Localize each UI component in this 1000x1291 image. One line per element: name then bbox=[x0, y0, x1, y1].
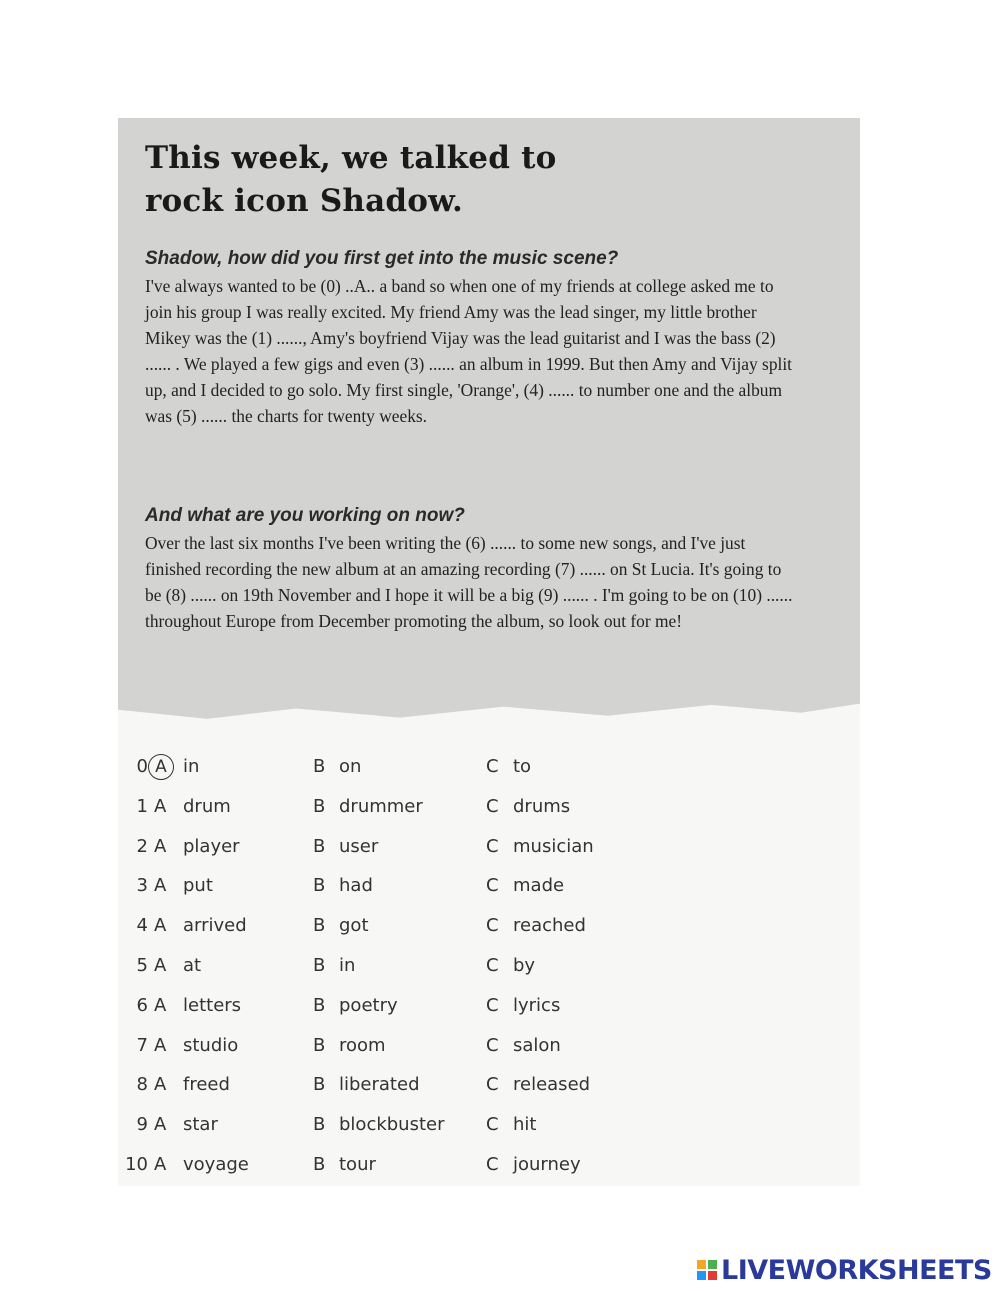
question-number: 9 bbox=[136, 1114, 148, 1136]
option-b-letter[interactable]: B bbox=[313, 1034, 326, 1056]
option-b-letter[interactable]: B bbox=[313, 1074, 326, 1096]
liveworksheets-logo bbox=[697, 1254, 992, 1286]
question-number: 3 bbox=[136, 875, 148, 897]
option-c-text[interactable]: to bbox=[513, 756, 532, 777]
option-row-4 bbox=[118, 907, 678, 947]
option-c-letter[interactable]: C bbox=[486, 954, 499, 976]
option-a-text[interactable]: player bbox=[183, 835, 240, 857]
option-b-text[interactable]: had bbox=[339, 875, 373, 897]
selected-answer-circle[interactable]: A bbox=[148, 754, 174, 780]
option-row-9 bbox=[118, 1106, 678, 1146]
option-c-letter[interactable]: C bbox=[486, 795, 499, 817]
option-b-text[interactable]: drummer bbox=[339, 795, 423, 817]
option-b-letter[interactable]: B bbox=[313, 915, 326, 937]
option-c-text[interactable]: musician bbox=[513, 835, 594, 857]
option-row-0 bbox=[118, 748, 678, 788]
option-a-text[interactable]: letters bbox=[183, 994, 242, 1016]
interview-answer-2: Over the last six months I've been writing the (6) ...... to some new songs, and I've just finished recording the new album at an amazing recording (7) ...... on St Lucia. It's going to be (8) ...... on 19th November and I hope it will be a big (9) ...... . I'm going to be on (10) ...... throughout Europe from December promoting the album, so look out for me! bbox=[145, 533, 793, 631]
option-c-text[interactable]: reached bbox=[513, 915, 586, 937]
option-a-letter[interactable]: A bbox=[154, 795, 167, 817]
title-line-1: This week, we talked to bbox=[145, 140, 557, 176]
option-a-letter[interactable]: A bbox=[154, 1074, 167, 1096]
option-c-text[interactable]: lyrics bbox=[513, 994, 561, 1016]
question-number: 4 bbox=[136, 915, 148, 937]
option-b-text[interactable]: on bbox=[339, 756, 362, 777]
title-line-2: rock icon Shadow. bbox=[145, 183, 463, 219]
option-c-letter[interactable]: C bbox=[486, 1034, 499, 1056]
option-row-10 bbox=[118, 1146, 678, 1186]
option-a-text[interactable]: arrived bbox=[183, 915, 247, 937]
question-number: 6 bbox=[136, 994, 148, 1016]
interview-question-1: Shadow, how did you first get into the music scene? bbox=[145, 248, 619, 269]
question-number: 2 bbox=[136, 835, 148, 857]
option-c-letter[interactable]: C bbox=[486, 1074, 499, 1096]
question-number: 0 bbox=[136, 756, 148, 777]
option-a-text[interactable]: in bbox=[183, 756, 200, 777]
option-c-letter[interactable]: C bbox=[486, 875, 499, 897]
question-number: 5 bbox=[136, 954, 148, 976]
option-b-letter[interactable]: B bbox=[313, 835, 326, 857]
option-c-text[interactable]: salon bbox=[513, 1034, 561, 1056]
option-row-5 bbox=[118, 947, 678, 987]
option-row-6 bbox=[118, 987, 678, 1027]
option-b-text[interactable]: tour bbox=[339, 1153, 376, 1175]
option-b-text[interactable]: room bbox=[339, 1034, 386, 1056]
question-number: 1 bbox=[136, 795, 148, 817]
option-b-letter[interactable]: B bbox=[313, 954, 326, 976]
option-b-letter[interactable]: B bbox=[313, 756, 326, 777]
option-c-letter[interactable]: C bbox=[486, 756, 499, 777]
option-b-letter[interactable]: B bbox=[313, 994, 326, 1016]
liveworksheets-logo-icon bbox=[697, 1260, 717, 1280]
option-row-8 bbox=[118, 1066, 678, 1106]
option-c-letter[interactable]: C bbox=[486, 994, 499, 1016]
option-a-letter[interactable]: A bbox=[154, 915, 167, 937]
option-c-text[interactable]: hit bbox=[513, 1114, 537, 1136]
option-a-letter[interactable]: A bbox=[154, 994, 167, 1016]
option-b-letter[interactable]: B bbox=[313, 875, 326, 897]
question-number: 7 bbox=[136, 1034, 148, 1056]
option-a-letter-circled[interactable] bbox=[154, 756, 174, 780]
option-b-letter[interactable]: B bbox=[313, 1114, 326, 1136]
option-a-text[interactable]: at bbox=[183, 954, 202, 976]
interview-question-2: And what are you working on now? bbox=[145, 505, 465, 526]
option-row-2 bbox=[118, 828, 678, 868]
option-a-letter[interactable]: A bbox=[154, 1153, 167, 1175]
option-b-text[interactable]: liberated bbox=[339, 1074, 420, 1096]
option-a-text[interactable]: freed bbox=[183, 1074, 230, 1096]
option-c-letter[interactable]: C bbox=[486, 1114, 499, 1136]
option-row-1 bbox=[118, 788, 678, 828]
option-a-text[interactable]: drum bbox=[183, 795, 231, 817]
option-c-text[interactable]: drums bbox=[513, 795, 571, 817]
option-c-letter[interactable]: C bbox=[486, 835, 499, 857]
option-a-letter[interactable]: A bbox=[154, 875, 167, 897]
option-b-text[interactable]: user bbox=[339, 835, 379, 857]
option-b-text[interactable]: in bbox=[339, 954, 356, 976]
option-b-letter[interactable]: B bbox=[313, 1153, 326, 1175]
option-c-text[interactable]: made bbox=[513, 875, 565, 897]
answer-options-list bbox=[118, 748, 678, 1186]
option-row-3 bbox=[118, 867, 678, 907]
option-c-letter[interactable]: C bbox=[486, 915, 499, 937]
logo-text: LIVEWORKSHEETS bbox=[721, 1254, 992, 1286]
interview-answer-1: I've always wanted to be (0) ..A.. a band so when one of my friends at college asked me to join his group I was really excited. My friend Amy was the lead singer, my little brother Mikey was the (1) ......, Amy's boyfriend Vijay was the lead guitarist and I was the bass (2) ...... . We played a few gigs and even (3) ...... an album in 1999. But then Amy and Vijay split up, and I decided to go solo. My first single, 'Orange', (4) ...... to number one and the album was (5) ...... the charts for twenty weeks. bbox=[145, 276, 793, 426]
question-number: 8 bbox=[136, 1074, 148, 1096]
article-title bbox=[145, 137, 556, 223]
option-c-text[interactable]: journey bbox=[513, 1153, 581, 1175]
option-a-letter[interactable]: A bbox=[154, 835, 167, 857]
option-a-letter[interactable]: A bbox=[154, 1114, 167, 1136]
option-b-text[interactable]: got bbox=[339, 915, 369, 937]
option-c-text[interactable]: by bbox=[513, 954, 536, 976]
option-b-text[interactable]: poetry bbox=[339, 994, 398, 1016]
question-number: 10 bbox=[125, 1153, 148, 1175]
option-b-letter[interactable]: B bbox=[313, 795, 326, 817]
option-a-text[interactable]: studio bbox=[183, 1034, 239, 1056]
option-a-letter[interactable]: A bbox=[154, 954, 167, 976]
option-row-7 bbox=[118, 1027, 678, 1067]
option-a-text[interactable]: star bbox=[183, 1114, 218, 1136]
option-b-text[interactable]: blockbuster bbox=[339, 1114, 445, 1136]
option-a-text[interactable]: voyage bbox=[183, 1153, 249, 1175]
option-c-text[interactable]: released bbox=[513, 1074, 591, 1096]
option-c-letter[interactable]: C bbox=[486, 1153, 499, 1175]
option-a-letter[interactable]: A bbox=[154, 1034, 167, 1056]
option-a-text[interactable]: put bbox=[183, 875, 213, 897]
